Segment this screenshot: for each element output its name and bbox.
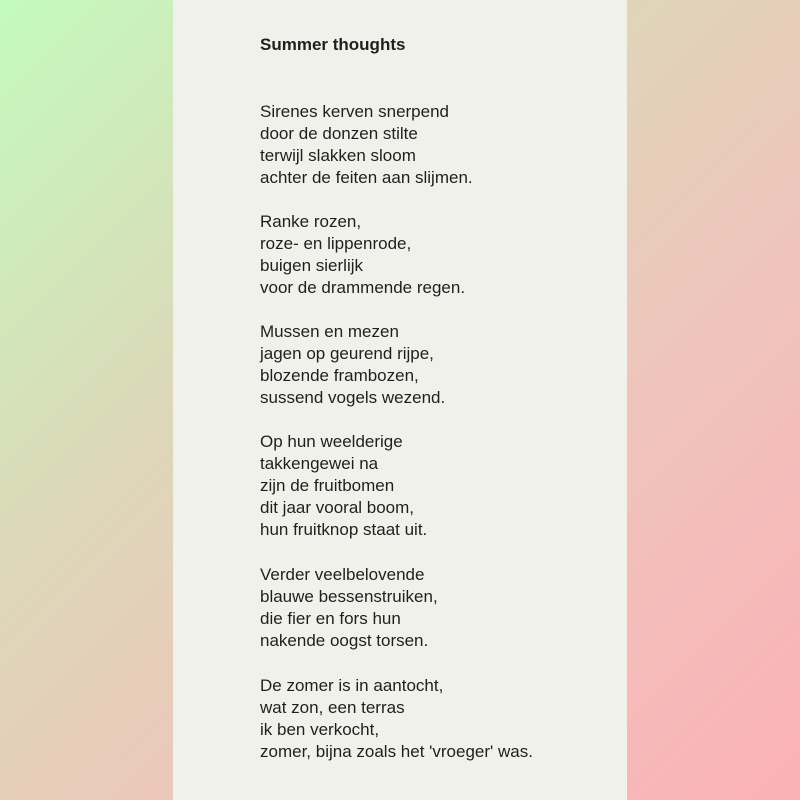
poem-line: ik ben verkocht,: [260, 720, 380, 739]
poem-line: dit jaar vooral boom,: [260, 498, 415, 517]
poem-line: nakende oogst torsen.: [260, 631, 429, 650]
stanza-2: [260, 211, 465, 299]
stanza-4: [260, 431, 427, 541]
stanza-6: [260, 675, 533, 763]
poem-line: Ranke rozen,: [260, 212, 362, 231]
poem-line: blozende frambozen,: [260, 366, 419, 385]
poem-line: takkengewei na: [260, 454, 379, 473]
poem-line: sussend vogels wezend.: [260, 388, 446, 407]
stanza-5: [260, 564, 438, 652]
poem-line: hun fruitknop staat uit.: [260, 520, 428, 539]
poem-card: [173, 0, 627, 800]
poem-line: De zomer is in aantocht,: [260, 676, 444, 695]
poem-line: achter de feiten aan slijmen.: [260, 168, 473, 187]
poem-line: blauwe bessenstruiken,: [260, 587, 438, 606]
poem-line: Verder veelbelovende: [260, 565, 425, 584]
poem-line: wat zon, een terras: [260, 698, 405, 717]
poem-line: Op hun weelderige: [260, 432, 403, 451]
poem-line: Mussen en mezen: [260, 322, 399, 341]
poem-line: terwijl slakken sloom: [260, 146, 416, 165]
poem-line: roze- en lippenrode,: [260, 234, 412, 253]
poem-line: buigen sierlijk: [260, 256, 363, 275]
stanza-3: [260, 321, 445, 409]
poem-line: voor de drammende regen.: [260, 278, 466, 297]
poem-line: zomer, bijna zoals het 'vroeger' was.: [260, 742, 533, 761]
poem-line: Sirenes kerven snerpend: [260, 102, 450, 121]
poem-line: door de donzen stilte: [260, 124, 418, 143]
poem-line: jagen op geurend rijpe,: [260, 344, 434, 363]
stanza-1: [260, 101, 473, 189]
poem-line: die fier en fors hun: [260, 609, 401, 628]
poem-line: zijn de fruitbomen: [260, 476, 395, 495]
poem-title: Summer thoughts: [260, 35, 406, 54]
